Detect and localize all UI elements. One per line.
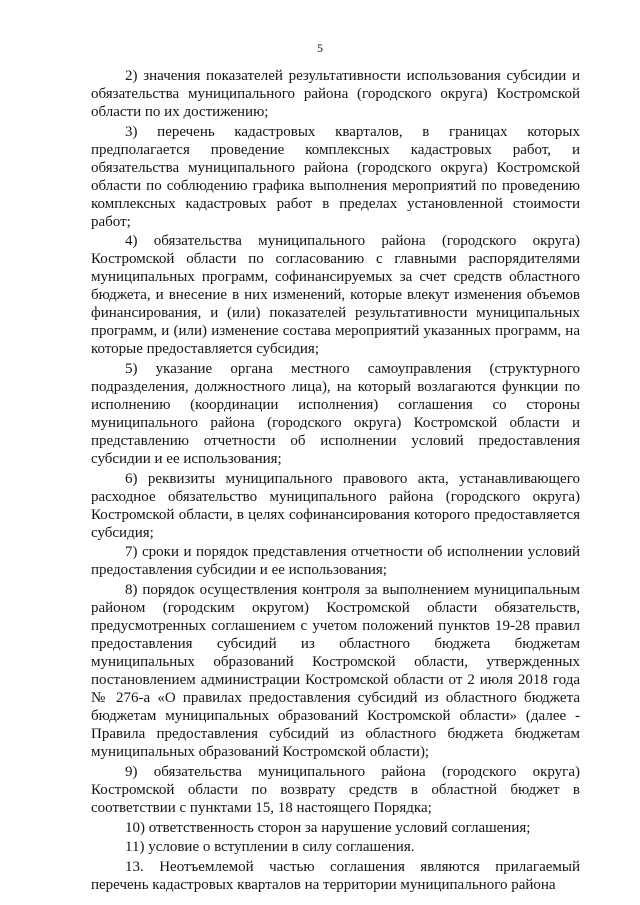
- paragraph-item-6: 6) реквизиты муниципального правового акта, устанавливающего расходное обязательство муниципального района (городского округа) Костромской области, в целях софинансирования которого предоставляется субсидия;: [91, 470, 580, 541]
- paragraph-item-4: 4) обязательства муниципального района (городского округа) Костромской области по согласованию с главными распорядителями муниципальных программ, софинансируемых за счет средств областного бюджета, и внесение в них изменений, которые влекут изменения объемов финансирования, и (или) показателей результативности муниципальных программ, и (или) изменение состава мероприятий указанных программ, на которые предоставляется субсидия;: [91, 233, 580, 358]
- paragraph-item-8: 8) порядок осуществления контроля за выполнением муниципальным районом (городским округом) Костромской области обязательств, предусмотренных соглашением с учетом положений пунктов 19-28 правил предоставления субсидий из областного бюджета бюджетам муниципальных образований Костромской области, утвержденных постановлением администрации Костромской области от 2 июля 2018 года № 276-а «О правилах предоставления субсидий из областного бюджета бюджетам муниципальных образований Костромской области» (далее - Правила предоставления субсидий из областного бюджета бюджетам муниципальных образований Костромской области);: [91, 582, 580, 761]
- paragraph-section-13: 13. Неотъемлемой частью соглашения являются прилагаемый перечень кадастровых кварталов на территории муниципального района: [91, 858, 580, 893]
- paragraph-item-10: 10) ответственность сторон за нарушение условий соглашения;: [125, 819, 531, 836]
- paragraph-item-7: 7) сроки и порядок представления отчетности об исполнении условий предоставления субсидии и ее использования;: [91, 544, 580, 579]
- paragraph-item-11: 11) условие о вступлении в силу соглашения.: [125, 839, 415, 856]
- paragraph-item-2: 2) значения показателей результативности использования субсидии и обязательства муниципального района (городского округа) Костромской области по их достижению;: [91, 68, 580, 120]
- paragraph-item-3: 3) перечень кадастровых кварталов, в границах которых предполагается проведение комплексных кадастровых работ, и обязательства муниципального района (городского округа) Костромской области по соблюдению графика выполнения мероприятий по проведению комплексных кадастровых работ в пределах установленной стоимости работ;: [91, 123, 580, 230]
- paragraph-item-5: 5) указание органа местного самоуправления (структурного подразделения, должностного лица), на который возлагаются функции по исполнению (координации исполнения) соглашения со стороны муниципального района (городского округа) Костромской области и представлению отчетности об исполнении условий предоставления субсидии и ее использования;: [91, 361, 580, 468]
- paragraph-item-9: 9) обязательства муниципального района (городского округа) Костромской области по возврату средств в областной бюджет в соответствии с пунктами 15, 18 настоящего Порядка;: [91, 763, 580, 816]
- document-body: [91, 67, 580, 896]
- page-number: 5: [317, 41, 323, 55]
